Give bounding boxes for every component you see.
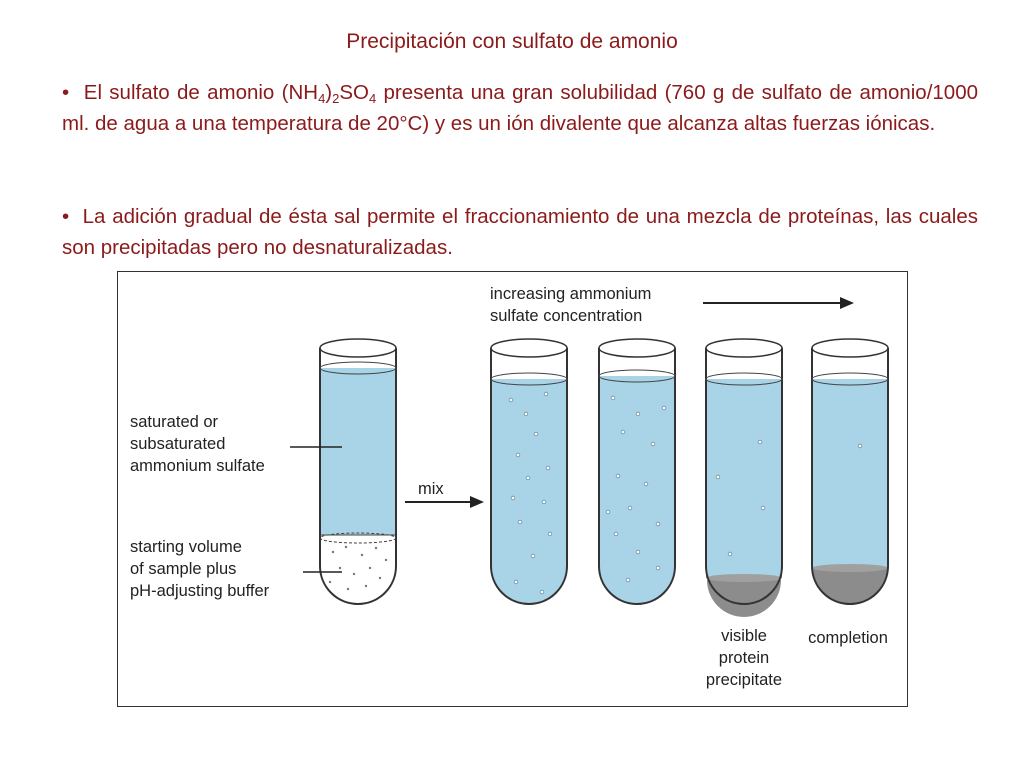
svg-text:protein: protein [718,649,770,667]
label-completion: completion [808,629,888,647]
svg-text:subsaturated: subsaturated [130,435,226,453]
page-title: Precipitación con sulfato de amonio [346,30,678,53]
tube-mixed-2 [599,339,675,604]
tube-completion [812,339,888,605]
bullet-marker: • [62,205,70,228]
svg-text:visible: visible [721,627,767,645]
label-starting-volume [130,538,342,600]
arrow-label-line-1: increasing ammonium [490,285,652,303]
bullet-paragraph-1: • El sulfato de amonio $(NH_4)_2SO_4$ presenta una gran solubilidad (760 g de sulfato de amonio/1000 ml. de agua a una temperatura de 20°C) y es un ión divalente que alcanza altas fuerzas iónicas. [62,81,978,135]
svg-text:mix: mix [418,480,444,498]
label-ammonium-sulfate [130,413,342,475]
tube-mixed-1 [491,339,567,604]
concentration-arrow [490,285,854,325]
svg-text:starting volume: starting volume [130,538,242,556]
label-visible-precipitate [706,627,782,689]
bullet-paragraph-2: • La adición gradual de ésta sal permite el fraccionamiento de una mezcla de proteínas, las cuales son precipitadas pero no desnaturalizadas. [62,205,978,259]
bullet-marker: • [62,81,70,104]
svg-text:saturated or: saturated or [130,413,219,431]
svg-text:of sample plus: of sample plus [130,560,237,578]
arrow-label-line-2: sulfate concentration [490,307,643,325]
mix-arrow [405,480,484,508]
tube-layered [320,339,396,604]
svg-text:pH-adjusting buffer: pH-adjusting buffer [130,582,270,600]
svg-text:ammonium sulfate: ammonium sulfate [130,457,265,475]
svg-text:precipitate: precipitate [705,671,783,689]
precipitation-diagram [117,271,908,707]
